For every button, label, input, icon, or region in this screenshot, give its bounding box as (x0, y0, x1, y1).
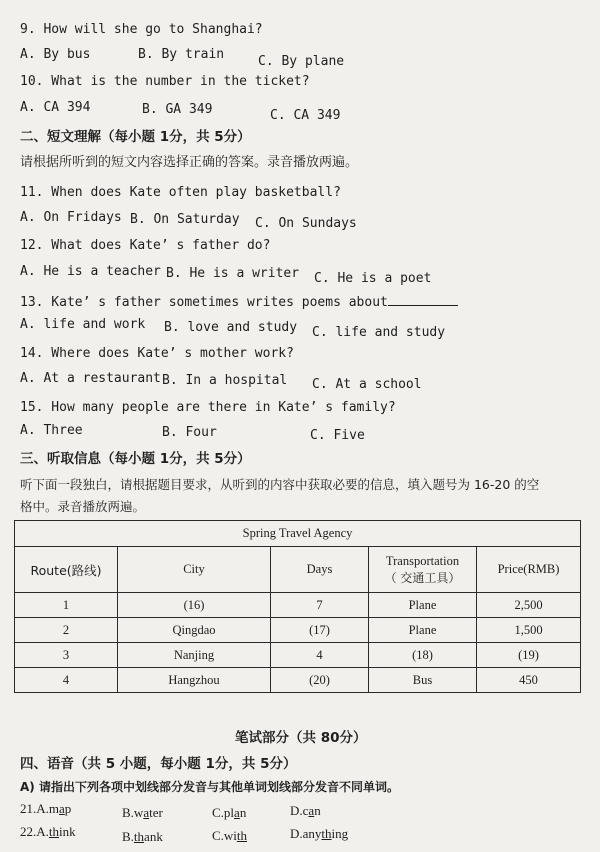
cell-price: 2,500 (477, 593, 581, 618)
written-part-title: 笔试部分（共 80分） (235, 730, 367, 746)
cell-price: 450 (477, 668, 581, 693)
q10-option-c: C. CA 349 (270, 108, 341, 123)
q22-option-c (212, 828, 247, 844)
q9-option-a: A. By bus (20, 47, 91, 62)
q21-option-d-underlined: a (308, 803, 315, 818)
cell-city: Hangzhou (118, 668, 271, 693)
cell-price: 1,500 (477, 618, 581, 643)
q21-option-c-prefix: C. (212, 805, 224, 820)
q22-option-c-prefix: C. (212, 828, 224, 843)
cell-city: (16) (118, 593, 271, 618)
header-transport-en: Transportation (385, 553, 460, 568)
q21-option-c-post: n (239, 805, 247, 820)
question-10: 10. What is the number in the ticket? (20, 74, 310, 89)
q14-option-a: A. At a restaurant (20, 371, 161, 386)
header-transport-cn: （ 交通工具） (384, 570, 461, 585)
cell-days: 4 (271, 643, 369, 668)
table-row (15, 668, 581, 693)
section-3-instruction-line-1: 听下面一段独白，请根据题目要求，从听到的内容中获取必要的信息，填入题号为 16-20 的空 (20, 477, 540, 492)
q11-option-a: A. On Fridays (20, 210, 122, 225)
question-14: 14. Where does Kate’ s mother work? (20, 346, 294, 361)
q21-option-b-post: ter (149, 805, 163, 820)
cell-route: 1 (15, 593, 118, 618)
q21-option-b (122, 805, 163, 821)
q22-option-c-pre: wi (223, 828, 237, 843)
q14-option-b: B. In a hospital (162, 373, 288, 388)
q10-option-b: B. GA 349 (142, 102, 213, 117)
question-13 (20, 293, 458, 311)
cell-days: 7 (271, 593, 369, 618)
question-11: 11. When does Kate often play basketball? (20, 185, 341, 200)
cell-transport: Plane (369, 593, 477, 618)
q11-option-b: B. On Saturday (130, 212, 240, 227)
q22-option-d-post: ing (331, 826, 349, 841)
header-city: City (118, 547, 271, 593)
q14-option-c: C. At a school (312, 377, 422, 392)
q22-option-b (122, 829, 163, 845)
q12-option-a: A. He is a teacher (20, 264, 161, 279)
q10-option-a: A. CA 394 (20, 100, 91, 115)
section-4-title: 四、语音（共 5 小题，每小题 1分，共 5分） (20, 756, 297, 772)
q15-option-b: B. Four (162, 425, 217, 440)
q22-option-c-underlined: th (236, 828, 248, 843)
table-row (15, 643, 581, 668)
section-2-title: 二、短文理解（每小题 1分，共 5分） (20, 129, 251, 145)
q12-option-c: C. He is a poet (314, 271, 432, 286)
section-3-title: 三、听取信息（每小题 1分，共 5分） (20, 451, 251, 467)
q21-option-a-underlined: a (59, 801, 65, 816)
q21-option-a-prefix: A. (36, 801, 49, 816)
question-9: 9. How will she go to Shanghai? (20, 22, 263, 37)
header-price: Price(RMB) (477, 547, 581, 593)
cell-price: (19) (477, 643, 581, 668)
cell-transport: Plane (369, 618, 477, 643)
q13-option-a: A. life and work (20, 317, 146, 332)
cell-transport: Bus (369, 668, 477, 693)
table-title: Spring Travel Agency (15, 521, 581, 547)
q21-option-a-post: p (64, 801, 72, 816)
cell-days: (17) (271, 618, 369, 643)
header-days: Days (271, 547, 369, 593)
cell-city: Qingdao (118, 618, 271, 643)
q22-option-b-underlined: th (133, 829, 145, 844)
q21-option-a-pre: m (48, 801, 60, 816)
cell-route: 4 (15, 668, 118, 693)
travel-agency-table (14, 520, 581, 693)
q21-option-b-pre: w (133, 805, 144, 820)
q13-option-c: C. life and study (312, 325, 446, 340)
question-21 (20, 801, 71, 817)
q22-option-d-pre: any (302, 826, 322, 841)
header-transportation (369, 547, 477, 593)
section-3-instruction-line-2: 格中。录音播放两遍。 (20, 499, 146, 514)
q15-option-c: C. Five (310, 428, 365, 443)
q21-option-d-post: n (314, 803, 321, 818)
table-row (15, 593, 581, 618)
q22-option-d-prefix: D. (290, 826, 303, 841)
q22-number: 22. (20, 824, 37, 839)
subsection-a-instruction: A) 请指出下列各项中划线部分发音与其他单词划线部分发音不同单词。 (20, 780, 399, 794)
cell-route: 2 (15, 618, 118, 643)
question-12: 12. What does Kate’ s father do? (20, 238, 271, 253)
answer-blank (388, 293, 458, 306)
q21-option-d-pre: c (302, 803, 309, 818)
q22-option-b-post: ank (144, 829, 163, 844)
q15-option-a: A. Three (20, 423, 83, 438)
header-route: Route(路线) (15, 547, 118, 593)
q22-option-d (290, 826, 348, 842)
q21-option-b-underlined: a (143, 805, 150, 820)
q12-option-b: B. He is a writer (166, 266, 300, 281)
q9-option-c: C. By plane (258, 54, 345, 69)
q9-option-b: B. By train (138, 47, 225, 62)
q13-option-b: B. love and study (164, 320, 298, 335)
q21-option-c-underlined: a (234, 805, 240, 820)
cell-route: 3 (15, 643, 118, 668)
table-row (15, 618, 581, 643)
cell-transport: (18) (369, 643, 477, 668)
q11-option-c: C. On Sundays (255, 216, 357, 231)
question-22 (20, 824, 76, 840)
section-2-instruction: 请根据所听到的短文内容选择正确的答案。录音播放两遍。 (20, 155, 359, 170)
cell-days: (20) (271, 668, 369, 693)
q21-option-c (212, 805, 246, 821)
q21-option-d (290, 803, 321, 819)
q22-option-a-post: ink (59, 824, 76, 839)
q22-option-d-underlined: th (321, 826, 332, 841)
q21-option-b-prefix: B. (122, 805, 134, 820)
q21-option-c-pre: pl (223, 805, 235, 820)
q21-number: 21. (20, 801, 37, 816)
cell-city: Nanjing (118, 643, 271, 668)
question-15: 15. How many people are there in Kate’ s family? (20, 400, 396, 415)
question-13-text: 13. Kate’ s father sometimes writes poems about (20, 295, 388, 310)
q22-option-b-prefix: B. (122, 829, 134, 844)
q22-option-a-underlined: th (48, 824, 60, 839)
q21-option-d-prefix: D. (290, 803, 303, 818)
q22-option-a-prefix: A. (36, 824, 49, 839)
